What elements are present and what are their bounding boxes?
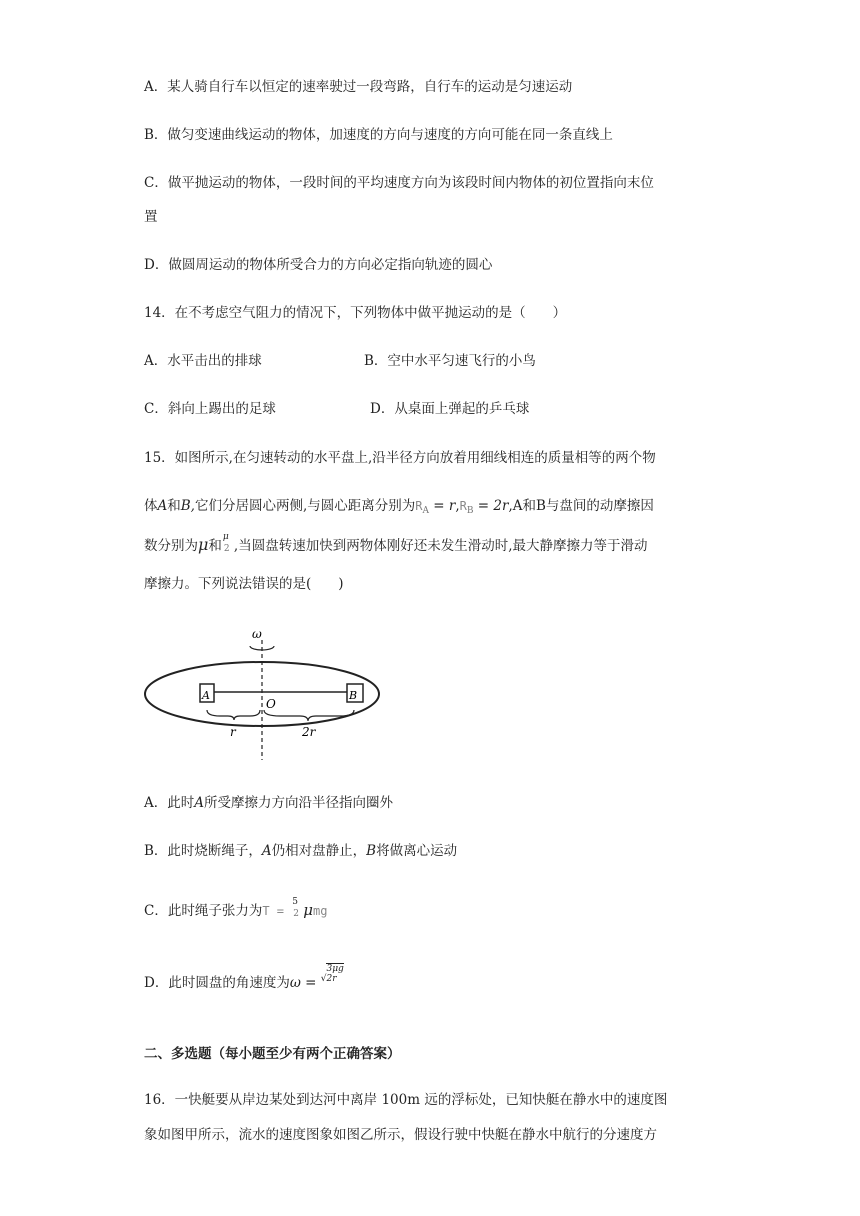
q13-option-d: D．做圆周运动的物体所受合力的方向必定指向轨迹的圆心 — [144, 257, 493, 273]
q13-option-c-line1: C．做平抛运动的物体，一段时间的平均速度方向为该段时间内物体的初位置指向末位 — [144, 175, 654, 191]
q15-stem-line4: 摩擦力。下列说法错误的是( ) — [144, 576, 344, 592]
q15-option-a: A．此时A所受摩擦力方向沿半径指向圈外 — [144, 795, 393, 811]
q15-option-b: B．此时烧断绳子，A仍相对盘静止，B将做离心运动 — [144, 843, 458, 859]
q14-stem: 14．在不考虑空气阻力的情况下，下列物体中做平抛运动的是（ ） — [144, 305, 567, 321]
sqrt-expression: √ 3μg 2r — [320, 964, 344, 984]
q15-stem-line3: 数分别为μ和 μ 2 ,当圆盘转速加快到两物体刚好还未发生滑动时,最大静摩擦力等于滑动 — [144, 531, 648, 554]
q15-option-d: D．此时圆盘的角速度为ω = √ 3μg 2r — [144, 964, 344, 991]
q15-option-c: C．此时绳子张力为T = 5 2 μmg — [144, 896, 328, 919]
q13-option-b: B．做匀变速曲线运动的物体，加速度的方向与速度的方向可能在同一条直线上 — [144, 127, 613, 143]
block-b-label: B — [349, 689, 358, 702]
2r-label: 2r — [302, 725, 316, 739]
q15-stem-line2: 体A和B,它们分居圆心两侧,与圆心距离分别为$R_A = r,R_B = 2r,A$和B与盘间的动摩擦因 — [144, 498, 654, 516]
q14-option-c: C．斜向上踢出的足球 — [144, 401, 276, 417]
brace-r — [207, 710, 260, 720]
q14-option-d: D．从桌面上弹起的乒乓球 — [370, 401, 530, 417]
section-heading-multi-choice: 二、多选题（每小题至少有两个正确答案） — [144, 1046, 401, 1062]
omega-label: ω — [252, 627, 262, 641]
center-label: O — [266, 697, 276, 711]
r-label: r — [230, 725, 236, 739]
q16-stem-line2: 象如图甲所示，流水的速度图象如图乙所示，假设行驶中快艇在静水中航行的分速度方 — [144, 1127, 657, 1143]
q13-option-a: A．某人骑自行车以恒定的速率驶过一段弯路，自行车的运动是匀速运动 — [144, 79, 573, 95]
block-a-label: A — [202, 689, 210, 702]
q14-option-b: B．空中水平匀速飞行的小鸟 — [364, 353, 536, 369]
q14-option-a: A．水平击出的排球 — [144, 353, 262, 369]
brace-2r — [264, 710, 354, 721]
q13-option-c-line2: 置 — [144, 209, 158, 225]
q15-figure — [140, 622, 385, 762]
q16-stem-line1: 16．一快艇要从岸边某处到达河中离岸 100m 远的浮标处，已知快艇在静水中的速度图 — [144, 1092, 668, 1108]
q15-stem-line1: 15．如图所示,在匀速转动的水平盘上,沿半径方向放着用细线相连的质量相等的两个物 — [144, 450, 656, 466]
